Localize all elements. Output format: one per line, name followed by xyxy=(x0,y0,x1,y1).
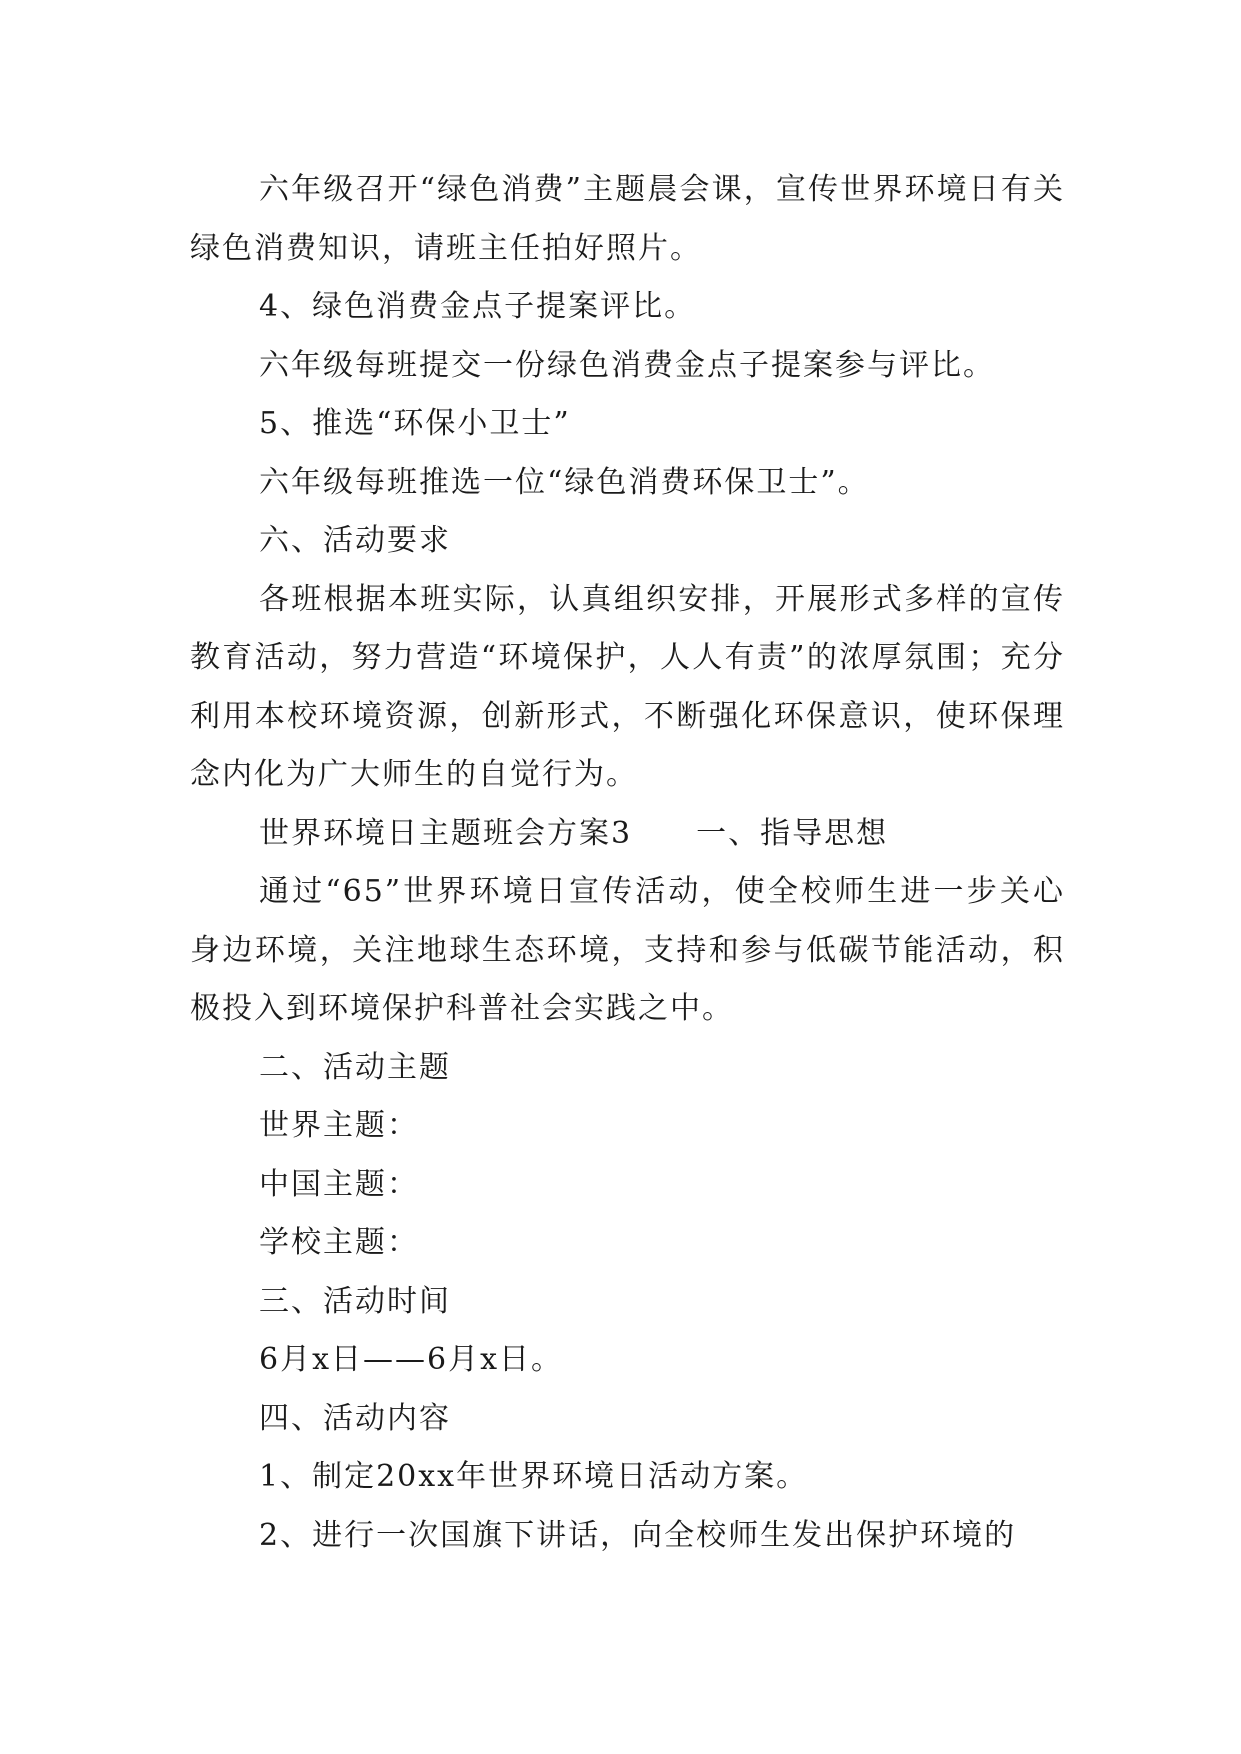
section-heading-requirements: 六、活动要求 xyxy=(259,523,451,558)
paragraph-5: 六年级每班推选一位“绿色消费环保卫士”。 xyxy=(259,464,870,500)
paragraph-china-theme: 中国主题： xyxy=(259,1166,419,1202)
paragraph-time: 6月x日——6月x日。 xyxy=(259,1342,564,1377)
paragraph-18: 2、进行一次国旗下讲话，向全校师生发出保护环境的 xyxy=(259,1517,1017,1553)
section-heading-content: 四、活动内容 xyxy=(259,1400,451,1436)
paragraph-7: 各班根据本班实际，认真组织安排，开展形式多样的宣传教育活动，努力营造“环境保护，人人有责”的浓厚氛围；充分利用本校环境资源，创新形式，不断强化环保意识，使环保理念内化为广大师生的自觉行为。 xyxy=(190,581,1065,792)
section-heading-plan-3: 世界环境日主题班会方案3 一、指导思想 xyxy=(259,815,889,851)
paragraph-2: 4、绿色消费金点子提案评比。 xyxy=(259,289,697,324)
paragraph-3: 六年级每班提交一份绿色消费金点子提案参与评比。 xyxy=(259,347,995,383)
section-heading-theme: 二、活动主题 xyxy=(259,1049,451,1085)
section-heading-time: 三、活动时间 xyxy=(259,1283,451,1319)
paragraph-17: 1、制定20xx年世界环境日活动方案。 xyxy=(259,1459,809,1494)
document-body xyxy=(190,161,1065,1565)
paragraph-world-theme: 世界主题： xyxy=(259,1108,419,1143)
paragraph-9: 通过“65”世界环境日宣传活动，使全校师生进一步关心身边环境，关注地球生态环境，支持和参与低碳节能活动，积极投入到环境保护科普社会实践之中。 xyxy=(190,874,1065,1026)
paragraph-school-theme: 学校主题： xyxy=(259,1225,419,1260)
paragraph-1: 六年级召开“绿色消费”主题晨会课，宣传世界环境日有关绿色消费知识，请班主任拍好照片。 xyxy=(190,172,1065,266)
paragraph-4: 5、推选“环保小卫士” xyxy=(259,406,571,441)
